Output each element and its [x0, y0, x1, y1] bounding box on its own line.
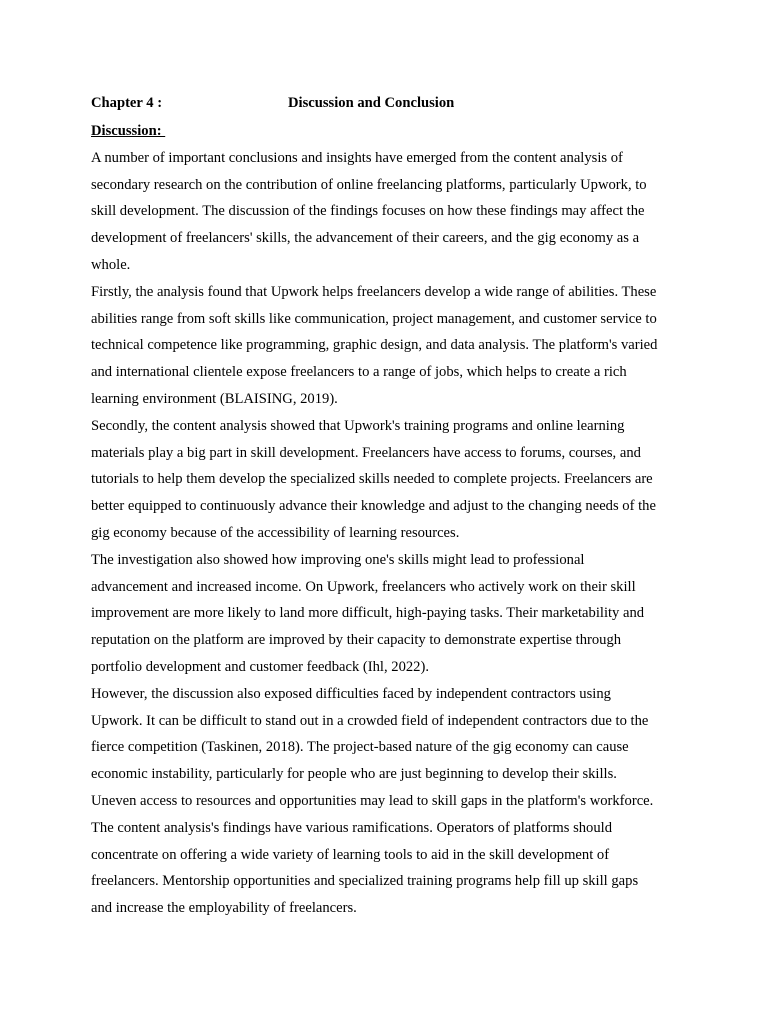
paragraph-line: secondary research on the contribution of online freelancing platforms, particularly Upwork, to	[91, 176, 647, 193]
paragraph-line: and increase the employability of freelancers.	[91, 900, 357, 917]
paragraph-line: tutorials to help them develop the specialized skills needed to complete projects. Freelancers are	[91, 471, 653, 488]
paragraph	[91, 815, 691, 922]
paragraph-line: better equipped to continuously advance their knowledge and adjust to the changing needs of the	[91, 498, 656, 515]
body-text	[91, 145, 691, 922]
paragraph-line: Upwork. It can be difficult to stand out in a crowded field of independent contractors due to the	[91, 712, 649, 729]
paragraph-line: The content analysis's findings have various ramifications. Operators of platforms should	[91, 819, 612, 836]
paragraph-line: abilities range from soft skills like communication, project management, and customer service to	[91, 310, 657, 327]
document-page	[91, 92, 691, 922]
paragraph-line: Firstly, the analysis found that Upwork helps freelancers develop a wide range of abilities. These	[91, 283, 657, 300]
paragraph-line: whole.	[91, 256, 131, 273]
chapter-heading	[91, 92, 691, 114]
paragraph-line: The investigation also showed how improving one's skills might lead to professional	[91, 551, 585, 568]
paragraph-line: fierce competition (Taskinen, 2018). The project-based nature of the gig economy can cause	[91, 739, 629, 756]
paragraph-line: skill development. The discussion of the findings focuses on how these findings may affect the	[91, 203, 645, 220]
paragraph-line: learning environment (BLAISING, 2019).	[91, 390, 338, 407]
paragraph	[91, 145, 691, 279]
paragraph-line: economic instability, particularly for people who are just beginning to develop their skills.	[91, 766, 617, 783]
paragraph	[91, 279, 691, 413]
paragraph-line: Uneven access to resources and opportunities may lead to skill gaps in the platform's workforce.	[91, 792, 654, 809]
paragraph-line: portfolio development and customer feedback (Ihl, 2022).	[91, 658, 429, 675]
paragraph	[91, 413, 691, 547]
paragraph-line: materials play a big part in skill development. Freelancers have access to forums, courses, and	[91, 444, 641, 461]
paragraph-line: Secondly, the content analysis showed that Upwork's training programs and online learning	[91, 417, 625, 434]
paragraph-line: concentrate on offering a wide variety of learning tools to aid in the skill development of	[91, 846, 610, 863]
paragraph	[91, 681, 691, 815]
paragraph	[91, 547, 691, 681]
section-heading: Discussion:	[91, 123, 166, 139]
chapter-label: Chapter 4 :	[91, 95, 163, 111]
paragraph-line: reputation on the platform are improved by their capacity to demonstrate expertise through	[91, 632, 622, 649]
paragraph-line: However, the discussion also exposed difficulties faced by independent contractors using	[91, 685, 611, 702]
paragraph-line: gig economy because of the accessibility of learning resources.	[91, 524, 460, 541]
paragraph-line: and international clientele expose freelancers to a range of jobs, which helps to create a rich	[91, 364, 627, 381]
paragraph-line: technical competence like programming, graphic design, and data analysis. The platform's varied	[91, 337, 658, 354]
paragraph-line: development of freelancers' skills, the advancement of their careers, and the gig economy as a	[91, 230, 640, 247]
chapter-title: Discussion and Conclusion	[288, 95, 455, 111]
paragraph-line: freelancers. Mentorship opportunities and specialized training programs help fill up skill gaps	[91, 873, 639, 890]
paragraph-line: A number of important conclusions and insights have emerged from the content analysis of	[91, 149, 623, 166]
paragraph-line: advancement and increased income. On Upwork, freelancers who actively work on their skill	[91, 578, 636, 595]
paragraph-line: improvement are more likely to land more difficult, high-paying tasks. Their marketability and	[91, 605, 645, 622]
